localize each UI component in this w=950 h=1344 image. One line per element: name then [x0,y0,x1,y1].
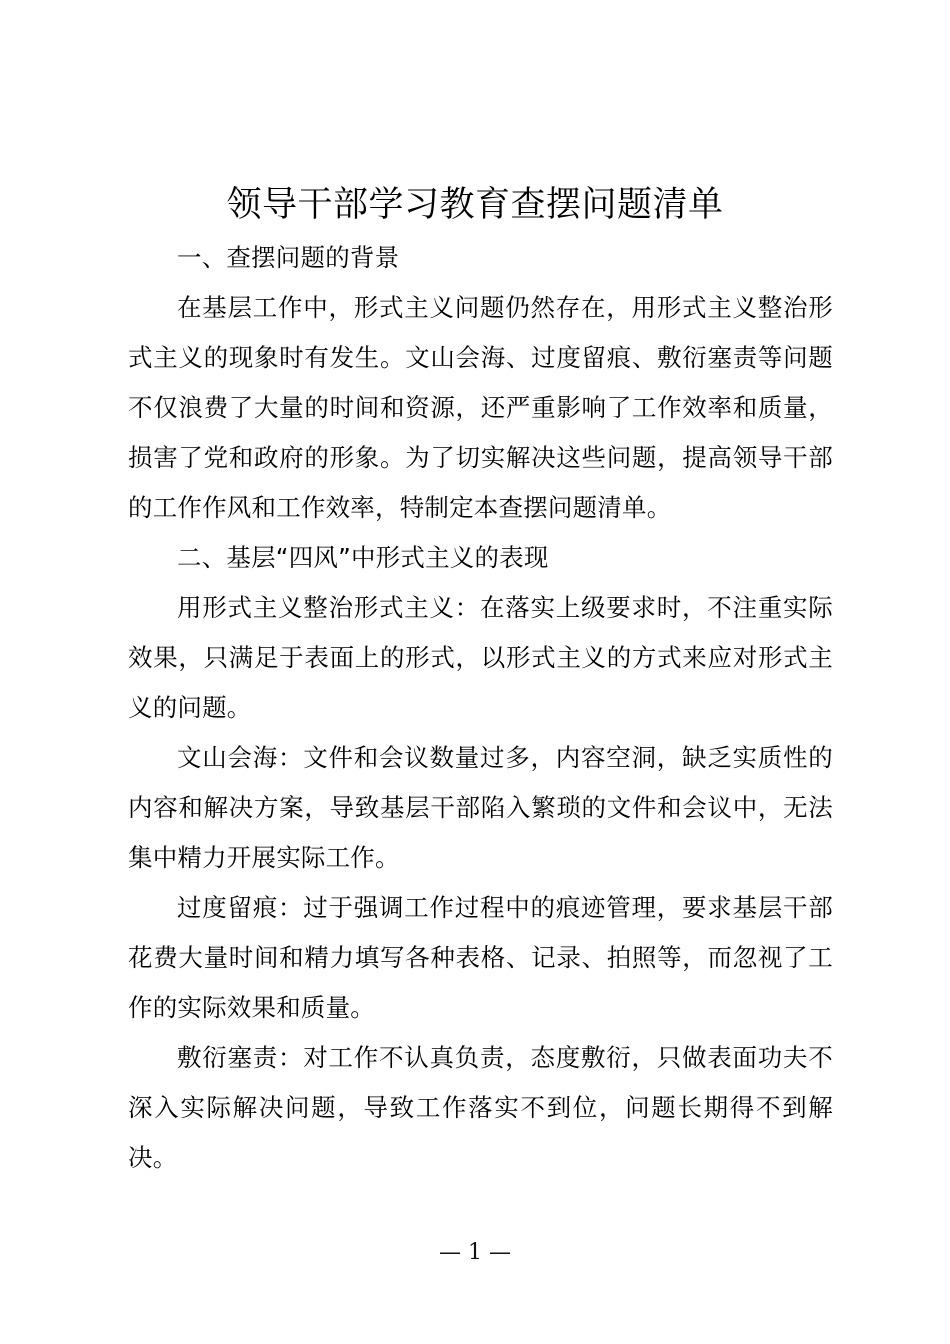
page-number: — 1 — [439,1240,511,1265]
section-heading-background: 一、查摆问题的背景 [177,243,400,272]
paragraph-formalism-vs-formalism: 用形式主义整治形式主义：在落实上级要求时，不注重实际效果，只满足于表面上的形式，以形式主义的方式来应对形式主义的问题。 [128,593,833,722]
section-heading-formalism-manifestations: 二、基层“四风”中形式主义的表现 [177,543,549,572]
document-title: 领导干部学习教育查摆问题清单 [226,185,724,225]
paragraph-meetings-and-documents: 文山会海：文件和会议数量过多，内容空洞，缺乏实质性的内容和解决方案，导致基层干部陷入繁琐的文件和会议中，无法集中精力开展实际工作。 [128,743,833,872]
paragraph-excessive-records: 过度留痕：过于强调工作过程中的痕迹管理，要求基层干部花费大量时间和精力填写各种表格、记录、拍照等，而忽视了工作的实际效果和质量。 [128,893,833,1022]
paragraph-background: 在基层工作中，形式主义问题仍然存在，用形式主义整治形式主义的现象时有发生。文山会海、过度留痕、敷衍塞责等问题不仅浪费了大量的时间和资源，还严重影响了工作效率和质量，损害了党和政府的形象。为了切实解决这些问题，提高领导干部的工作作风和工作效率，特制定本查摆问题清单。 [128,293,833,522]
paragraph-perfunctory-work: 敷衍塞责：对工作不认真负责，态度敷衍，只做表面功夫不深入实际解决问题，导致工作落实不到位，问题长期得不到解决。 [128,1043,833,1172]
document-body [128,233,833,1183]
